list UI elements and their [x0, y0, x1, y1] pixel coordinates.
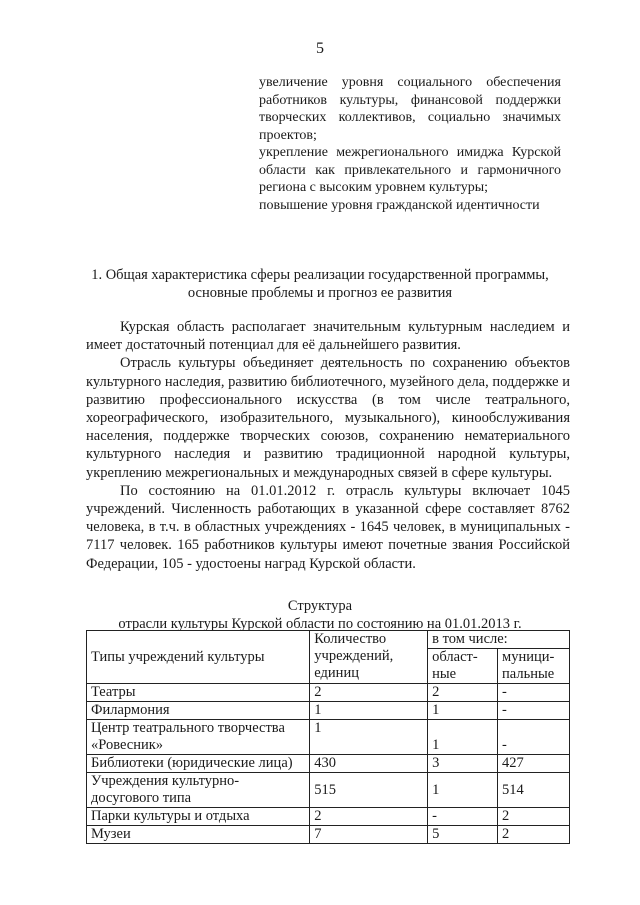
header-type: Типы учреждений культуры — [87, 631, 310, 684]
table-header-row — [87, 631, 570, 649]
cell-count: 7 — [310, 826, 428, 844]
cell-regional: 1 — [428, 702, 498, 720]
cell-regional: 5 — [428, 826, 498, 844]
section-heading-line: 1. Общая характеристика сферы реализации государственной программы, — [91, 267, 549, 283]
cell-count: 1 — [310, 720, 428, 755]
goal-item: укрепление межрегионального имиджа Курской области как привлекательного и гармоничного региона с высоким уровнем культуры; — [259, 145, 561, 195]
page-number: 5 — [316, 40, 324, 57]
body-text — [86, 318, 570, 573]
cell-count: 515 — [310, 773, 428, 808]
cell-count: 430 — [310, 755, 428, 773]
cell-municipal: - — [498, 720, 570, 755]
table-row — [87, 826, 570, 844]
cell-type: Филармония — [87, 702, 310, 720]
cell-count: 2 — [310, 808, 428, 826]
paragraph: Курская область располагает значительным культурным наследием и имеет достаточный потенциал для её дальнейшего развития. — [86, 319, 570, 354]
paragraph: По состоянию на 01.01.2012 г. отрасль культуры включает 1045 учреждений. Численность работающих в указанной сфере составляет 8762 человека, в т.ч. в областных учреждениях - 1645 человек, в муниципальных - 7117 человек. 165 работников культуры имеют почетные звания Российской Федерации, 105 - удостоены наград Курской области. — [86, 482, 570, 572]
header-municipal: муници-пальные — [498, 649, 570, 684]
table-row — [87, 755, 570, 773]
header-count: Количество учреждений, единиц — [310, 631, 428, 684]
cell-type: Музеи — [87, 826, 310, 844]
cell-municipal: - — [498, 684, 570, 702]
goals-list — [259, 74, 561, 214]
section-heading — [70, 266, 570, 302]
cell-municipal: 427 — [498, 755, 570, 773]
table-title-line: Структура — [287, 598, 353, 614]
table-title-line: отрасли культуры Курской области по состоянию на 01.01.2013 г. — [118, 616, 522, 632]
table-row — [87, 702, 570, 720]
table-row — [87, 684, 570, 702]
cell-municipal: - — [498, 702, 570, 720]
cell-municipal: 2 — [498, 826, 570, 844]
table-title — [0, 597, 640, 633]
cell-type: Театры — [87, 684, 310, 702]
cell-count: 2 — [310, 684, 428, 702]
cell-regional: 3 — [428, 755, 498, 773]
cell-type: Центр театрального творчества «Ровесник» — [87, 720, 310, 755]
goal-item: повышение уровня гражданской идентичности — [259, 197, 540, 213]
table-row — [87, 720, 570, 755]
table-row — [87, 808, 570, 826]
cell-regional: 1 — [428, 720, 498, 755]
header-regional: област-ные — [428, 649, 498, 684]
table-row — [87, 773, 570, 808]
institutions-table — [86, 630, 570, 844]
cell-type: Библиотеки (юридические лица) — [87, 755, 310, 773]
goal-item: увеличение уровня социального обеспечения работников культуры, финансовой поддержки творческих коллективов, социально значимых проектов; — [259, 75, 561, 143]
cell-type: Учреждения культурно-досугового типа — [87, 773, 310, 808]
header-including: в том числе: — [428, 631, 570, 649]
cell-municipal: 514 — [498, 773, 570, 808]
cell-regional: - — [428, 808, 498, 826]
section-heading-line: основные проблемы и прогноз ее развития — [187, 285, 453, 301]
paragraph: Отрасль культуры объединяет деятельность по сохранению объектов культурного наследия, развитию библиотечного, музейного дела, поддержке и развитию профессионального искусства (в том числе театрального, хореографического, изобразительного, музыкального), кинообслуживания населения, поддержке творческих союзов, сохранению нематериального культурного наследия и развитию традиционной народной культуры, укреплению межрегиональных и международных связей в сфере культуры. — [86, 355, 570, 481]
cell-municipal: 2 — [498, 808, 570, 826]
cell-count: 1 — [310, 702, 428, 720]
cell-regional: 1 — [428, 773, 498, 808]
cell-type: Парки культуры и отдыха — [87, 808, 310, 826]
cell-regional: 2 — [428, 684, 498, 702]
